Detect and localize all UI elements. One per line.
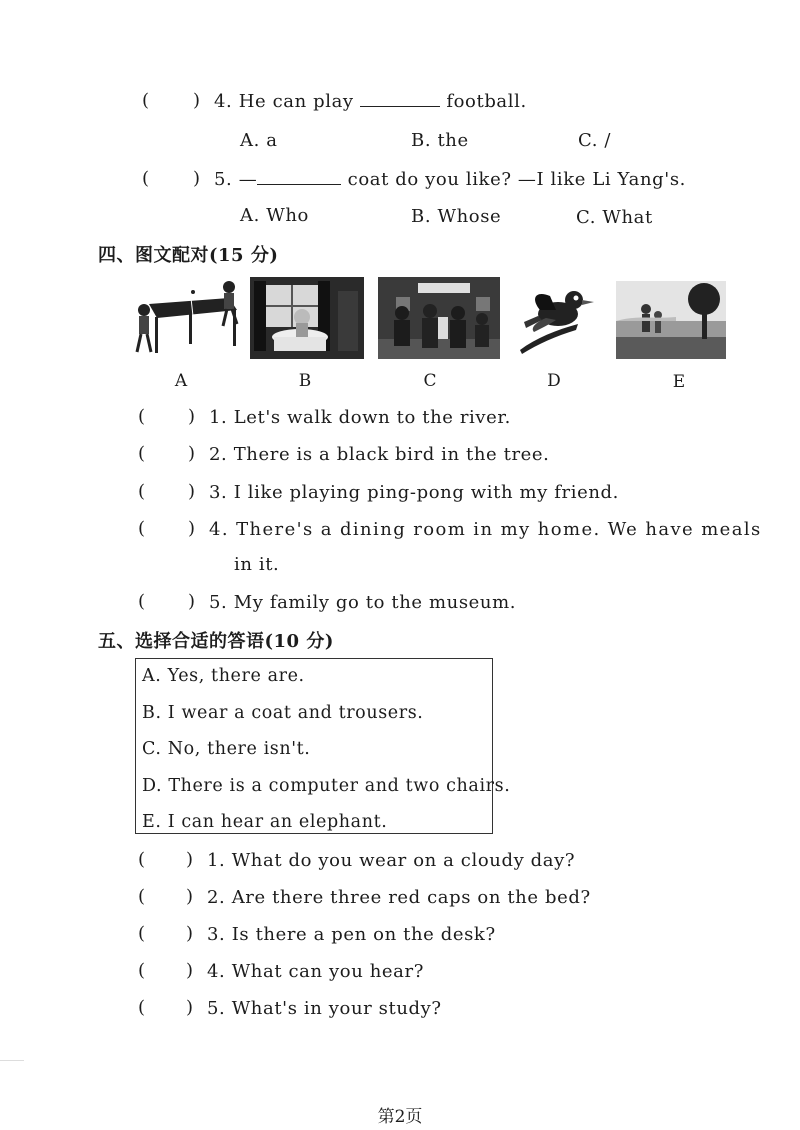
item-text: My family go to the museum.	[233, 592, 517, 613]
option-c: C. What	[576, 207, 653, 228]
answer-paren-open: (	[138, 886, 146, 907]
answer-paren-close: )	[186, 886, 194, 907]
item-text: Let's walk down to the river.	[233, 407, 511, 428]
answer-paren-close: )	[186, 923, 194, 944]
answer-option-a: A. Yes, there are.	[142, 666, 305, 686]
question-3-5	[214, 169, 686, 190]
item-number: 5.	[207, 998, 226, 1019]
answer-paren-close: )	[186, 849, 194, 870]
answer-options-box	[135, 658, 511, 834]
answer-paren-close: )	[193, 168, 201, 189]
answer-paren-open: (	[138, 960, 146, 981]
matching-item-4	[209, 519, 762, 540]
page-number: 第2页	[377, 1107, 423, 1127]
item-number: 4.	[207, 961, 226, 982]
section-heading-4: 四、图文配对(15 分)	[98, 245, 279, 266]
answer-blank	[257, 184, 341, 185]
ping-pong-table-picture	[133, 280, 245, 358]
reply-item-2	[207, 887, 591, 908]
matching-item-3	[209, 482, 619, 503]
item-text: What do you wear on a cloudy day?	[231, 850, 576, 871]
item-number: 1.	[207, 850, 226, 871]
answer-paren-close: )	[188, 481, 196, 502]
reply-item-1	[207, 850, 575, 871]
question-stem-after: coat do you like? —I like Li Yang's.	[347, 169, 686, 190]
item-number: 2.	[209, 444, 228, 465]
museum-picture	[378, 277, 500, 359]
item-text: Are there three red caps on the bed?	[231, 887, 591, 908]
item-text: There's a dining room in my home. We have meals	[236, 519, 762, 540]
picture-label-d: D	[547, 371, 561, 391]
matching-item-5	[209, 592, 516, 613]
option-a: A. Who	[240, 205, 309, 226]
black-bird-picture	[516, 288, 598, 354]
question-stem-before: He can play	[238, 91, 354, 112]
question-stem-before: —	[238, 169, 258, 190]
answer-paren-open: (	[138, 923, 146, 944]
answer-option-b: B. I wear a coat and trousers.	[142, 703, 424, 723]
item-number: 3.	[209, 482, 228, 503]
answer-blank	[360, 106, 440, 107]
matching-item-1	[209, 407, 511, 428]
answer-paren-open: (	[138, 481, 146, 502]
answer-paren-close: )	[188, 591, 196, 612]
item-number: 1.	[209, 407, 228, 428]
picture-label-a: A	[174, 371, 188, 391]
section-heading-5: 五、选择合适的答语(10 分)	[98, 631, 334, 652]
item-text: What's in your study?	[231, 998, 442, 1019]
answer-paren-close: )	[186, 997, 194, 1018]
answer-paren-close: )	[188, 406, 196, 427]
answer-paren-open: (	[138, 997, 146, 1018]
item-number: 3.	[207, 924, 226, 945]
answer-paren-open: (	[138, 591, 146, 612]
answer-paren-open: (	[142, 168, 150, 189]
matching-item-2	[209, 444, 550, 465]
item-text: There is a black bird in the tree.	[233, 444, 550, 465]
answer-option-e: E. I can hear an elephant.	[142, 812, 388, 832]
answer-option-c: C. No, there isn't.	[142, 739, 311, 759]
option-a: A. a	[240, 130, 278, 151]
question-stem-after: football.	[446, 91, 527, 112]
option-c: C. /	[578, 130, 612, 151]
matching-item-4-continued: in it.	[234, 554, 280, 575]
answer-paren-open: (	[138, 406, 146, 427]
picture-label-e: E	[672, 372, 686, 392]
answer-paren-open: (	[138, 518, 146, 539]
picture-label-c: C	[423, 371, 437, 391]
question-number: 5.	[214, 169, 233, 190]
answer-paren-close: )	[193, 90, 201, 111]
option-b: B. Whose	[411, 206, 502, 227]
answer-paren-open: (	[138, 443, 146, 464]
item-text: Is there a pen on the desk?	[231, 924, 496, 945]
reply-item-4	[207, 961, 424, 982]
answer-paren-close: )	[186, 960, 194, 981]
picture-label-b: B	[298, 371, 312, 391]
question-3-4	[214, 91, 527, 112]
dining-room-picture	[250, 277, 364, 359]
question-number: 4.	[214, 91, 233, 112]
answer-paren-close: )	[188, 443, 196, 464]
answer-paren-open: (	[142, 90, 150, 111]
item-number: 4.	[209, 519, 229, 540]
item-number: 2.	[207, 887, 226, 908]
item-text: What can you hear?	[231, 961, 424, 982]
answer-paren-close: )	[188, 518, 196, 539]
option-b: B. the	[411, 130, 469, 151]
reply-item-5	[207, 998, 442, 1019]
margin-rule	[0, 1060, 24, 1061]
river-walk-picture	[616, 281, 726, 359]
reply-item-3	[207, 924, 496, 945]
item-number: 5.	[209, 592, 228, 613]
answer-option-d: D. There is a computer and two chairs.	[142, 776, 511, 796]
item-text: I like playing ping-pong with my friend.	[233, 482, 619, 503]
answer-paren-open: (	[138, 849, 146, 870]
